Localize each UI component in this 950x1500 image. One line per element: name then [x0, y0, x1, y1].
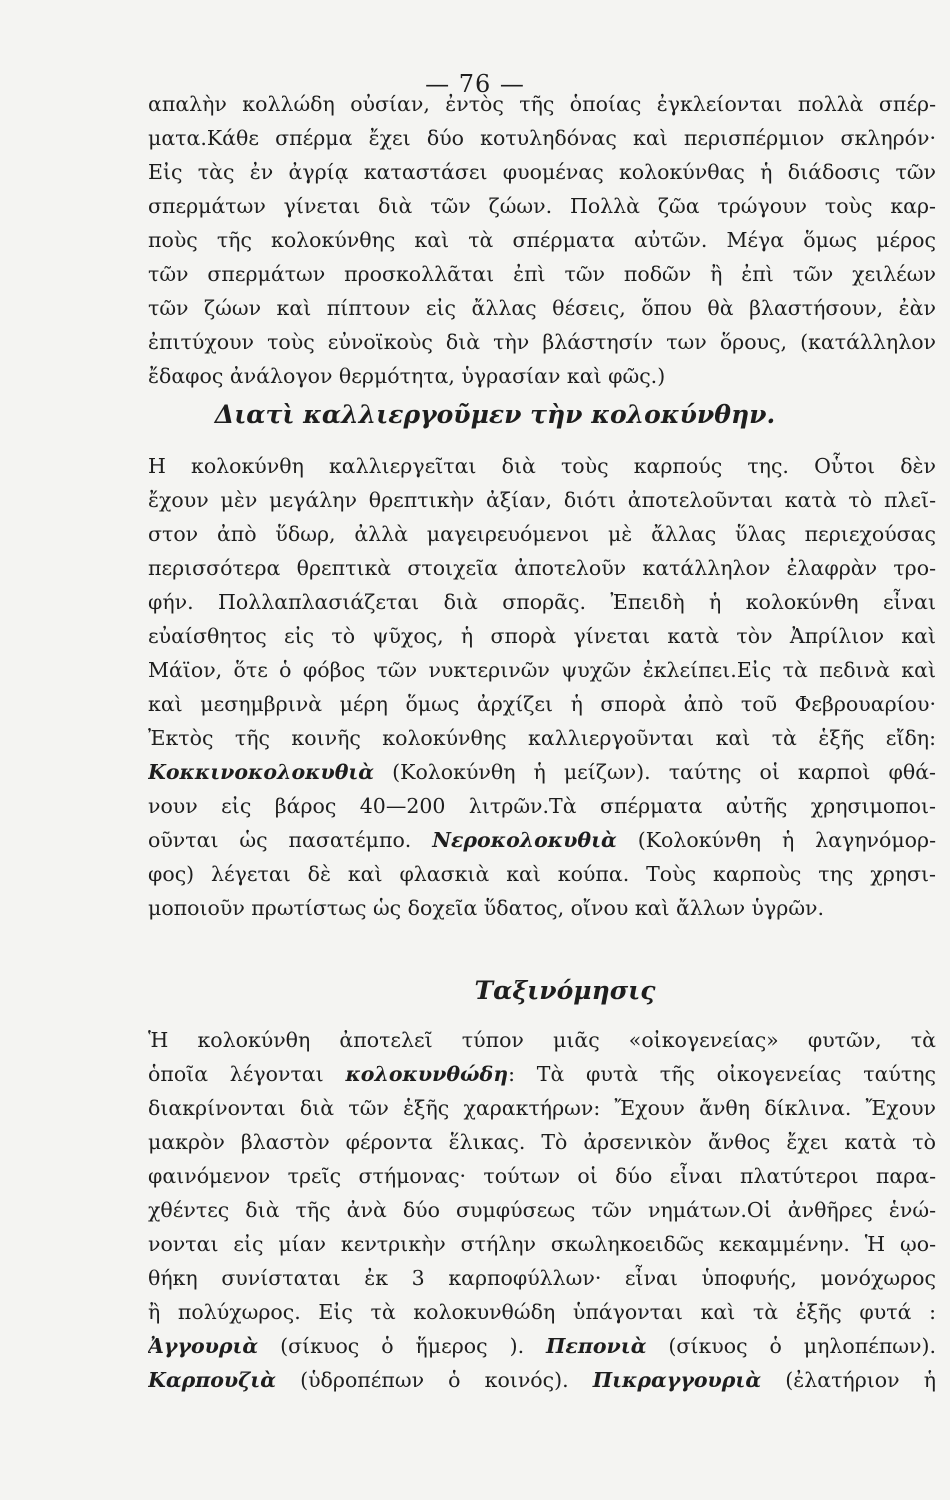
text-line: ἔδαφος ἀνάλογον θερμότητα, ὑγρασίαν καὶ φῶς.) [148, 364, 666, 388]
text-line: Η κολοκύνθη καλλιεργεῖται διὰ τοὺς καρπούς της. Οὗτοι δὲν [148, 454, 936, 478]
text-line [148, 823, 936, 857]
species-name: Νεροκολοκυθιὰ [432, 828, 617, 852]
text-line: απαλὴν κολλώδη οὐσίαν, ἐντὸς τῆς ὁποίας ἐγκλείονται πολλὰ σπέρ- [148, 92, 936, 116]
text-line: Εἰς τὰς ἐν ἀγρίᾳ καταστάσει φυομένας κολοκύνθας ἡ διάδοσις τῶν [148, 160, 936, 184]
paragraph-cultivation [148, 449, 936, 925]
text-line: ματα.Κάθε σπέρμα ἔχει δύο κοτυληδόνας καὶ περισπέρμιον σκληρόν· [148, 126, 936, 150]
text-span: (ὑδροπέπων ὁ κοινός). [275, 1368, 593, 1392]
text-line: φαινόμενον τρεῖς στήμονας· τούτων οἱ δύο εἶναι πλατύτεροι παρα- [148, 1164, 936, 1188]
text-line: περισσότερα θρεπτικὰ στοιχεῖα ἀποτελοῦν κατάλληλον ἐλαφρὰν τρο- [148, 556, 936, 580]
text-line: φος) λέγεται δὲ καὶ φλασκιὰ καὶ κούπα. Τοὺς καρποὺς της χρησι- [148, 862, 936, 886]
text-line: στον ἀπὸ ὕδωρ, ἀλλὰ μαγειρευόμενοι μὲ ἄλλας ὕλας περιεχούσας [148, 522, 936, 546]
text-line: Ἡ κολοκύνθη ἀποτελεῖ τύπον μιᾶς «οἰκογενείας» φυτῶν, τὰ [148, 1028, 936, 1052]
text-line: τῶν σπερμάτων προσκολλᾶται ἐπὶ τῶν ποδῶν ἢ ἐπὶ τῶν χειλέων [148, 262, 936, 286]
text-span: (Κολοκύνθη ἡ μείζων). ταύτης οἱ καρποὶ φθά- [374, 760, 936, 784]
text-line: καὶ μεσημβρινὰ μέρη ὅμως ἀρχίζει ἡ σπορὰ ἀπὸ τοῦ Φεβρουαρίου· [148, 692, 936, 716]
text-line: Μάϊον, ὅτε ὁ φόβος τῶν νυκτερινῶν ψυχῶν ἐκλείπει.Εἰς τὰ πεδινὰ καὶ [148, 658, 936, 682]
family-name: κολοκυνθώδη [345, 1062, 509, 1086]
text-line: μοποιοῦν πρωτίστως ὡς δοχεῖα ὕδατος, οἴνου καὶ ἄλλων ὑγρῶν. [148, 896, 825, 920]
section-heading-classification: Ταξινόμησις [474, 976, 656, 1005]
text-span: οῦνται ὡς πασατέμπο. [148, 828, 433, 852]
text-line: διακρίνονται διὰ τῶν ἑξῆς χαρακτήρων: Ἔχουν ἄνθη δίκλινα. Ἔχουν [148, 1096, 936, 1120]
paragraph-seeds [148, 87, 936, 393]
text-line: τῶν ζώων καὶ πίπτουν εἰς ἄλλας θέσεις, ὅπου θὰ βλαστήσουν, ἐὰν [148, 296, 936, 320]
species-name: Καρπουζιὰ [148, 1368, 276, 1392]
text-line [148, 1329, 936, 1363]
text-line: νονται εἰς μίαν κεντρικὴν στήλην σκωληκοειδῶς κεκαμμένην. Ἡ ῳο- [148, 1232, 936, 1256]
text-line: ἐπιτύχουν τοὺς εὐνοϊκοὺς διὰ τὴν βλάστησίν των ὅρους, (κατάλληλον [148, 330, 936, 354]
text-line [148, 1057, 936, 1091]
text-line: φήν. Πολλαπλασιάζεται διὰ σπορᾶς. Ἐπειδὴ ἡ κολοκύνθη εἶναι [148, 590, 936, 614]
species-name: Πεπονιὰ [546, 1334, 647, 1358]
text-line: ἢ πολύχωρος. Εἰς τὰ κολοκυνθώδη ὑπάγονται καὶ τὰ ἑξῆς φυτά : [148, 1300, 936, 1324]
text-line: ἔχουν μὲν μεγάλην θρεπτικὴν ἀξίαν, διότι ἀποτελοῦνται κατὰ τὸ πλεῖ- [148, 488, 936, 512]
text-span: ὁποῖα λέγονται [148, 1062, 346, 1086]
text-span: : Τὰ φυτὰ τῆς οἰκογενείας ταύτης [508, 1062, 936, 1086]
text-line: χθέντες διὰ τῆς ἀνὰ δύο συμφύσεως τῶν νημάτων.Οἱ ἀνθῆρες ἑνώ- [148, 1198, 936, 1222]
text-line: μακρὸν βλαστὸν φέροντα ἕλικας. Τὸ ἀρσενικὸν ἄνθος ἔχει κατὰ τὸ [148, 1130, 936, 1154]
text-line: σπερμάτων γίνεται διὰ τῶν ζώων. Πολλὰ ζῶα τρώγουν τοὺς καρ- [148, 194, 936, 218]
paragraph-classification [148, 1023, 936, 1397]
text-line: νουν εἰς βάρος 40—200 λιτρῶν.Τὰ σπέρματα αὐτῆς χρησιμοποι- [148, 794, 936, 818]
text-line: ποὺς τῆς κολοκύνθης καὶ τὰ σπέρματα αὐτῶν. Μέγα ὅμως μέρος [148, 228, 936, 252]
text-line: θήκη συνίσταται ἐκ 3 καρποφύλλων· εἶναι ὑποφυής, μονόχωρος [148, 1266, 936, 1290]
text-line [148, 1363, 936, 1397]
text-span: (Κολοκύνθη ἡ λαγηνόμορ- [616, 828, 936, 852]
text-line [148, 755, 936, 789]
text-line: εὐαίσθητος εἰς τὸ ψῦχος, ἡ σπορὰ γίνεται κατὰ τὸν Ἀπρίλιον καὶ [148, 624, 936, 648]
section-heading-cultivation: Διατὶ καλλιεργοῦμεν τὴν κολοκύνθην. [214, 400, 776, 429]
text-span: (σίκυος ὁ ἥμερος ). [258, 1334, 547, 1358]
text-span: (σίκυος ὁ μηλοπέπων). [646, 1334, 936, 1358]
species-name: Πικραγγουριὰ [592, 1368, 762, 1392]
text-span: (ἐλατήριον ἡ [761, 1368, 936, 1392]
species-name: Κοκκινοκολοκυθιὰ [148, 760, 375, 784]
text-line: Ἐκτὸς τῆς κοινῆς κολοκύνθης καλλιεργοῦνται καὶ τὰ ἑξῆς εἴδη: [148, 726, 936, 750]
species-name: Ἀγγουριὰ [148, 1334, 259, 1358]
page-number: — 76 — [425, 70, 525, 98]
